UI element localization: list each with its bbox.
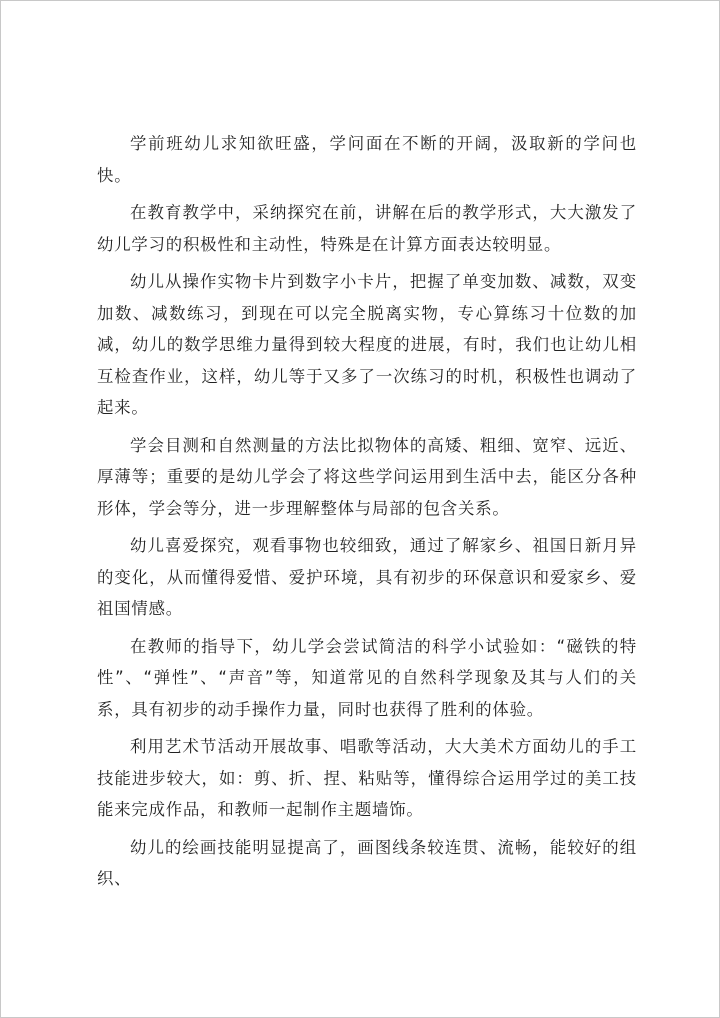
paragraph-7: 利用艺术节活动开展故事、唱歌等活动，大大美术方面幼儿的手工技能进步较大，如：剪、折、捏、粘贴等，懂得综合运用学过的美工技能来完成作品，和教师一起制作主题墙饰。 [97,737,637,819]
paragraph-5: 幼儿喜爱探究，观看事物也较细致，通过了解家乡、祖国日新月异的变化，从而懂得爱惜、爱护环境，具有初步的环保意识和爱家乡、爱祖国情感。 [97,536,637,618]
paragraph-3: 幼儿从操作实物卡片到数字小卡片，把握了单变加数、减数，双变加数、减数练习，到现在可以完全脱离实物，专心算练习十位数的加减，幼儿的数学思维力量得到较大程度的进展，有时，我们也让幼儿相互检查作业，这样，幼儿等于又多了一次练习的时机，积极性也调动了起来。 [97,272,637,417]
paragraph-4: 学会目测和自然测量的方法比拟物体的高矮、粗细、宽窄、远近、厚薄等；重要的是幼儿学会了将这些学问运用到生活中去，能区分各种形体，学会等分，进一步理解整体与局部的包含关系。 [97,435,637,518]
document-body [97,128,637,901]
paragraph-2: 在教育教学中，采纳探究在前，讲解在后的教学形式，大大激发了幼儿学习的积极性和主动性，特殊是在计算方面表达较明显。 [97,203,637,254]
paragraph-8: 幼儿的绘画技能明显提高了，画图线条较连贯、流畅，能较好的组织、 [97,837,637,888]
paragraph-6: 在教师的指导下，幼儿学会尝试简洁的科学小试验如：“磁铁的特性”、“弹性”、“声音”等，知道常见的自然科学现象及其与人们的关系，具有初步的动手操作力量，同时也获得了胜利的体验。 [97,636,637,719]
paragraph-1: 学前班幼儿求知欲旺盛，学问面在不断的开阔，汲取新的学问也快。 [97,134,637,185]
